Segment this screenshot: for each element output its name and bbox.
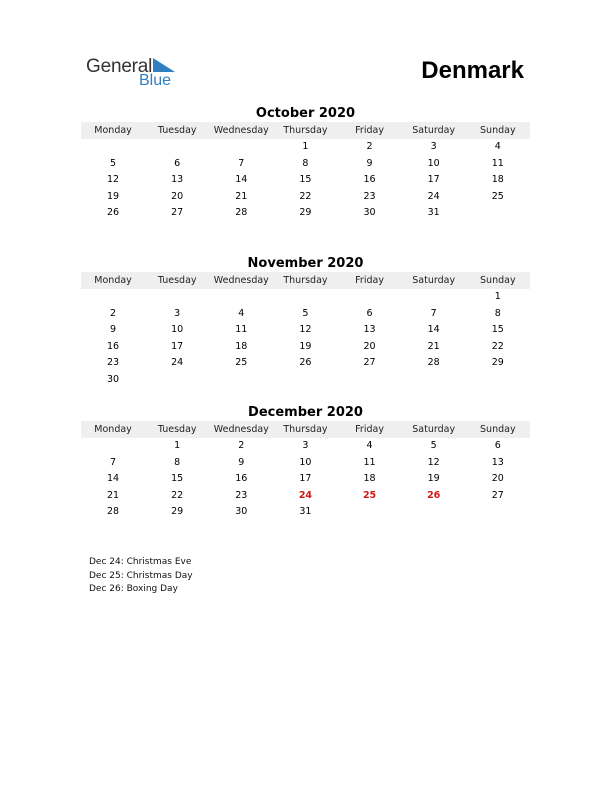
day-cell: 15 (171, 473, 184, 485)
day-cell: 29 (299, 207, 312, 219)
day-cell: 28 (235, 207, 248, 219)
day-cell: 15 (299, 174, 312, 186)
weekday-label: Saturday (412, 125, 456, 136)
weekday-header (81, 421, 530, 438)
day-cell: 13 (171, 174, 184, 186)
week-row (81, 372, 530, 389)
week-row (81, 205, 530, 222)
day-cell: 22 (299, 190, 312, 202)
day-cell: 29 (171, 506, 184, 518)
day-cell: 10 (171, 324, 184, 336)
generalblue-logo (86, 56, 186, 92)
weekday-label: Thursday (283, 125, 328, 136)
day-cell: 6 (494, 440, 501, 451)
day-cell: 29 (491, 357, 504, 369)
day-cell: 5 (110, 157, 117, 169)
day-cell: 25 (491, 190, 504, 202)
weekday-label: Tuesday (157, 424, 197, 435)
day-cell: 28 (427, 357, 440, 369)
week-row (81, 322, 530, 339)
day-cell: 14 (427, 324, 440, 336)
day-cell: 23 (363, 190, 376, 202)
day-cell (338, 289, 402, 306)
day-cell: 11 (235, 324, 248, 336)
day-cell (273, 289, 337, 306)
week-row (81, 156, 530, 173)
day-cell: 20 (491, 473, 504, 485)
holiday-note: Dec 26: Boxing Day (89, 584, 178, 594)
day-cell: 25 (235, 357, 248, 369)
day-cell (273, 372, 337, 389)
day-cell: 27 (363, 357, 376, 369)
day-cell: 12 (299, 324, 312, 336)
month-october (81, 105, 530, 222)
day-cell: 15 (491, 324, 504, 336)
month-november (81, 255, 530, 389)
weekday-label: Tuesday (157, 275, 197, 286)
day-cell: 12 (427, 456, 440, 468)
day-cell (81, 289, 145, 306)
day-cell (209, 289, 273, 306)
day-cell (466, 205, 530, 222)
day-cell: 31 (299, 506, 312, 518)
day-cell: 7 (430, 307, 437, 319)
day-cell: 27 (491, 489, 504, 501)
day-cell (402, 289, 466, 306)
day-cell: 28 (107, 506, 120, 518)
day-cell: 23 (235, 489, 248, 501)
day-cell: 6 (366, 307, 373, 319)
day-cell: 5 (302, 307, 309, 319)
day-cell: 26 (107, 207, 120, 219)
day-cell: 27 (171, 207, 184, 219)
day-cell (81, 139, 145, 156)
day-cell: 20 (171, 190, 184, 202)
day-cell (466, 372, 530, 389)
day-cell (145, 372, 209, 389)
day-cell: 9 (366, 157, 373, 169)
day-cell: 20 (363, 340, 376, 352)
day-cell: 21 (427, 340, 440, 352)
month-title: November 2020 (247, 256, 364, 271)
day-cell: 16 (235, 473, 248, 485)
week-row (81, 504, 530, 521)
day-cell: 18 (235, 340, 248, 352)
day-cell: 19 (427, 473, 440, 485)
day-cell: 17 (299, 473, 312, 485)
day-cell: 30 (107, 373, 120, 385)
day-cell: 19 (107, 190, 120, 202)
day-cell: 14 (107, 473, 120, 485)
weekday-label: Friday (355, 125, 384, 136)
week-row (81, 438, 530, 455)
day-cell: 30 (235, 506, 248, 518)
week-row (81, 289, 530, 306)
day-cell: 4 (238, 307, 245, 319)
day-cell: 26 (299, 357, 312, 369)
day-cell: 19 (299, 340, 312, 352)
day-cell: 30 (363, 207, 376, 219)
weekday-label: Wednesday (213, 424, 269, 435)
day-cell: 17 (171, 340, 184, 352)
country-title: Denmark (421, 57, 524, 84)
day-cell: 13 (491, 456, 504, 468)
day-cell: 31 (427, 207, 440, 219)
day-cell: 21 (235, 190, 248, 202)
day-cell: 3 (430, 141, 437, 152)
day-cell: 8 (494, 307, 501, 319)
day-cell: 26 (427, 489, 441, 501)
weekday-label: Sunday (480, 424, 516, 435)
week-row (81, 471, 530, 488)
day-cell: 8 (302, 157, 309, 169)
logo-text-blue: Blue (139, 72, 172, 89)
day-cell (145, 139, 209, 156)
weekday-label: Saturday (412, 424, 456, 435)
holiday-list (89, 556, 193, 597)
day-cell: 5 (430, 440, 437, 451)
day-cell: 18 (491, 174, 504, 186)
day-cell (338, 372, 402, 389)
day-cell: 4 (366, 440, 373, 451)
day-cell: 8 (174, 456, 181, 468)
weekday-label: Wednesday (213, 275, 269, 286)
day-cell: 24 (298, 489, 313, 501)
day-cell (402, 372, 466, 389)
holiday-note: Dec 25: Christmas Day (89, 570, 193, 581)
day-cell: 12 (107, 174, 120, 186)
month-december (81, 404, 530, 521)
logo-text-general: General (86, 56, 153, 77)
day-cell: 22 (171, 489, 184, 501)
week-row (81, 488, 530, 505)
weekday-label: Sunday (480, 275, 516, 286)
week-row (81, 139, 530, 156)
day-cell: 9 (110, 324, 117, 336)
day-cell: 1 (494, 291, 501, 302)
day-cell: 18 (363, 473, 376, 485)
weekday-label: Friday (355, 424, 384, 435)
day-cell (81, 438, 145, 455)
day-cell: 3 (302, 440, 309, 451)
weekday-header (81, 122, 530, 139)
logo-triangle-icon (153, 58, 177, 74)
day-cell: 6 (174, 157, 181, 169)
day-cell: 1 (302, 141, 309, 152)
day-cell: 22 (491, 340, 504, 352)
weekday-label: Wednesday (213, 125, 269, 136)
day-grid (81, 289, 530, 389)
day-cell (466, 504, 530, 521)
week-row (81, 355, 530, 372)
day-cell: 1 (174, 440, 181, 451)
holiday-note: Dec 24: Christmas Eve (89, 557, 192, 567)
weekday-header (81, 272, 530, 289)
day-cell: 3 (174, 307, 181, 319)
day-cell: 9 (238, 456, 245, 468)
day-cell: 11 (491, 157, 504, 169)
day-cell: 23 (107, 357, 120, 369)
week-row (81, 339, 530, 356)
day-cell: 13 (363, 324, 376, 336)
weekday-label: Friday (355, 275, 384, 286)
weekday-label: Tuesday (157, 125, 197, 136)
day-cell: 25 (362, 489, 377, 501)
day-cell: 17 (427, 174, 440, 186)
month-title: December 2020 (248, 405, 363, 420)
week-row (81, 172, 530, 189)
day-cell (209, 372, 273, 389)
day-cell: 2 (110, 307, 117, 319)
day-cell: 2 (366, 141, 373, 152)
day-cell: 7 (238, 157, 245, 169)
day-cell (209, 139, 273, 156)
weekday-label: Sunday (480, 125, 516, 136)
day-cell: 7 (110, 456, 117, 468)
day-cell: 21 (107, 489, 120, 501)
day-cell: 11 (363, 456, 376, 468)
day-cell: 14 (235, 174, 248, 186)
day-grid (81, 438, 530, 521)
weekday-label: Saturday (412, 275, 456, 286)
day-cell: 16 (363, 174, 376, 186)
day-cell: 2 (238, 440, 245, 451)
weekday-label: Thursday (283, 424, 328, 435)
week-row (81, 306, 530, 323)
day-cell: 10 (299, 456, 312, 468)
day-cell: 16 (107, 340, 120, 352)
day-cell (402, 504, 466, 521)
day-cell (338, 504, 402, 521)
weekday-label: Monday (94, 125, 132, 136)
day-cell: 24 (427, 190, 440, 202)
day-grid (81, 139, 530, 222)
weekday-label: Monday (94, 275, 132, 286)
day-cell: 4 (494, 141, 501, 152)
week-row (81, 455, 530, 472)
day-cell: 24 (171, 357, 184, 369)
day-cell: 10 (427, 157, 440, 169)
day-cell (145, 289, 209, 306)
weekday-label: Thursday (283, 275, 328, 286)
week-row (81, 189, 530, 206)
month-title: October 2020 (255, 106, 356, 121)
weekday-label: Monday (94, 424, 132, 435)
